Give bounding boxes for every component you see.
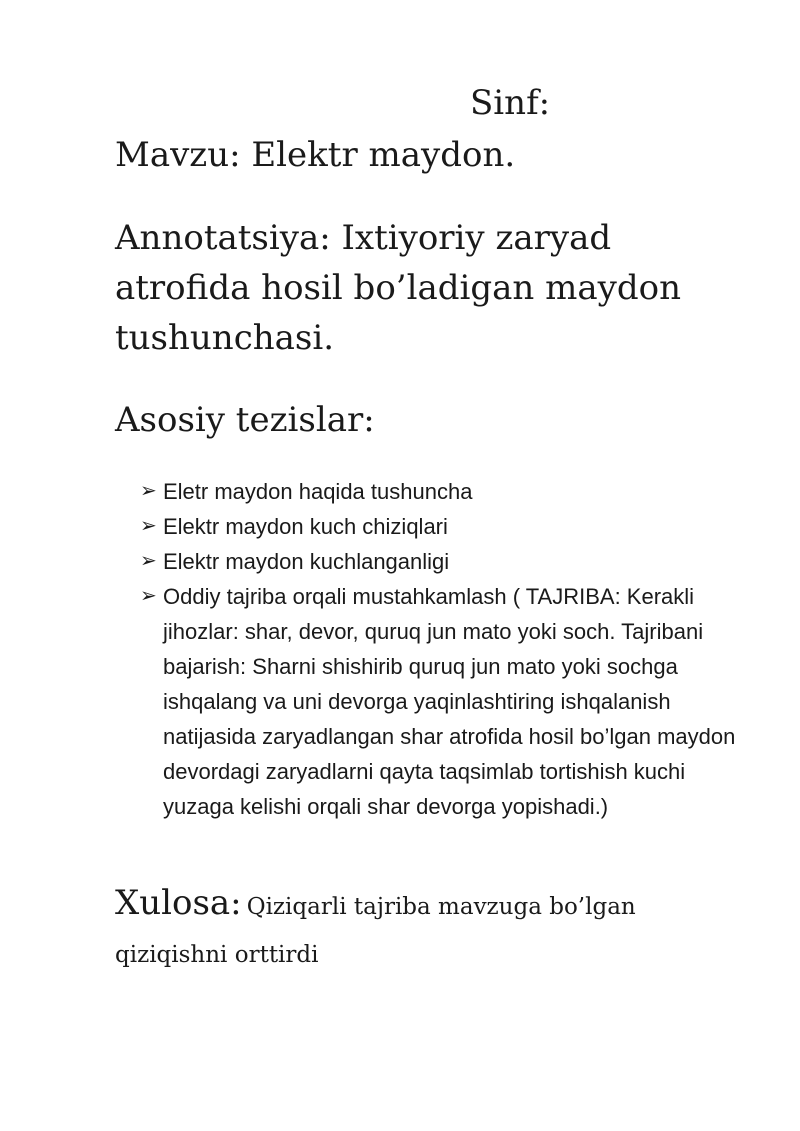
theses-list [140,474,740,824]
list-item-text: Oddiy tajriba orqali mustahkamlash ( TAJRIBA: Kerakli jihozlar: shar, devor, quruq jun mato yoki soch. Tajribani bajarish: Sharni shishirib quruq jun mato yoki sochga ishqalang va uni devorga yaqinlashtiring ishqalanish natijasida zaryadlangan shar atrofida hosil bo’lgan maydon devordagi zaryadlarni qayta taqsimlab tortishish kuchi yuzaga kelishi orqali shar devorga yopishadi.) [163,584,736,819]
conclusion-label: Xulosa: [115,883,242,923]
list-item [140,579,740,824]
list-item-text: Eletr maydon haqida tushuncha [163,479,473,504]
theses-heading: Asosiy tezislar: [115,400,375,440]
list-item-text: Elektr maydon kuchlanganligi [163,549,450,574]
topic-title: Mavzu: Elektr maydon. [115,135,516,175]
arrowhead-bullet-icon: ➢ [140,480,157,502]
conclusion-paragraph [115,880,715,980]
annotation-paragraph: Annotatsiya: Ixtiyoriy zaryad atrofida hosil bo’ladigan maydon tushunchasi. [115,218,681,358]
list-item-text: Elektr maydon kuch chiziqlari [163,514,448,539]
arrowhead-bullet-icon: ➢ [140,550,157,572]
list-item [140,544,740,579]
class-label: Sinf: [470,83,551,123]
arrowhead-bullet-icon: ➢ [140,585,157,607]
list-item [140,509,740,544]
list-item [140,474,740,509]
arrowhead-bullet-icon: ➢ [140,515,157,537]
conclusion-text: Qiziqarli tajriba mavzuga bo’lgan qiziqishni orttirdi [115,894,636,968]
